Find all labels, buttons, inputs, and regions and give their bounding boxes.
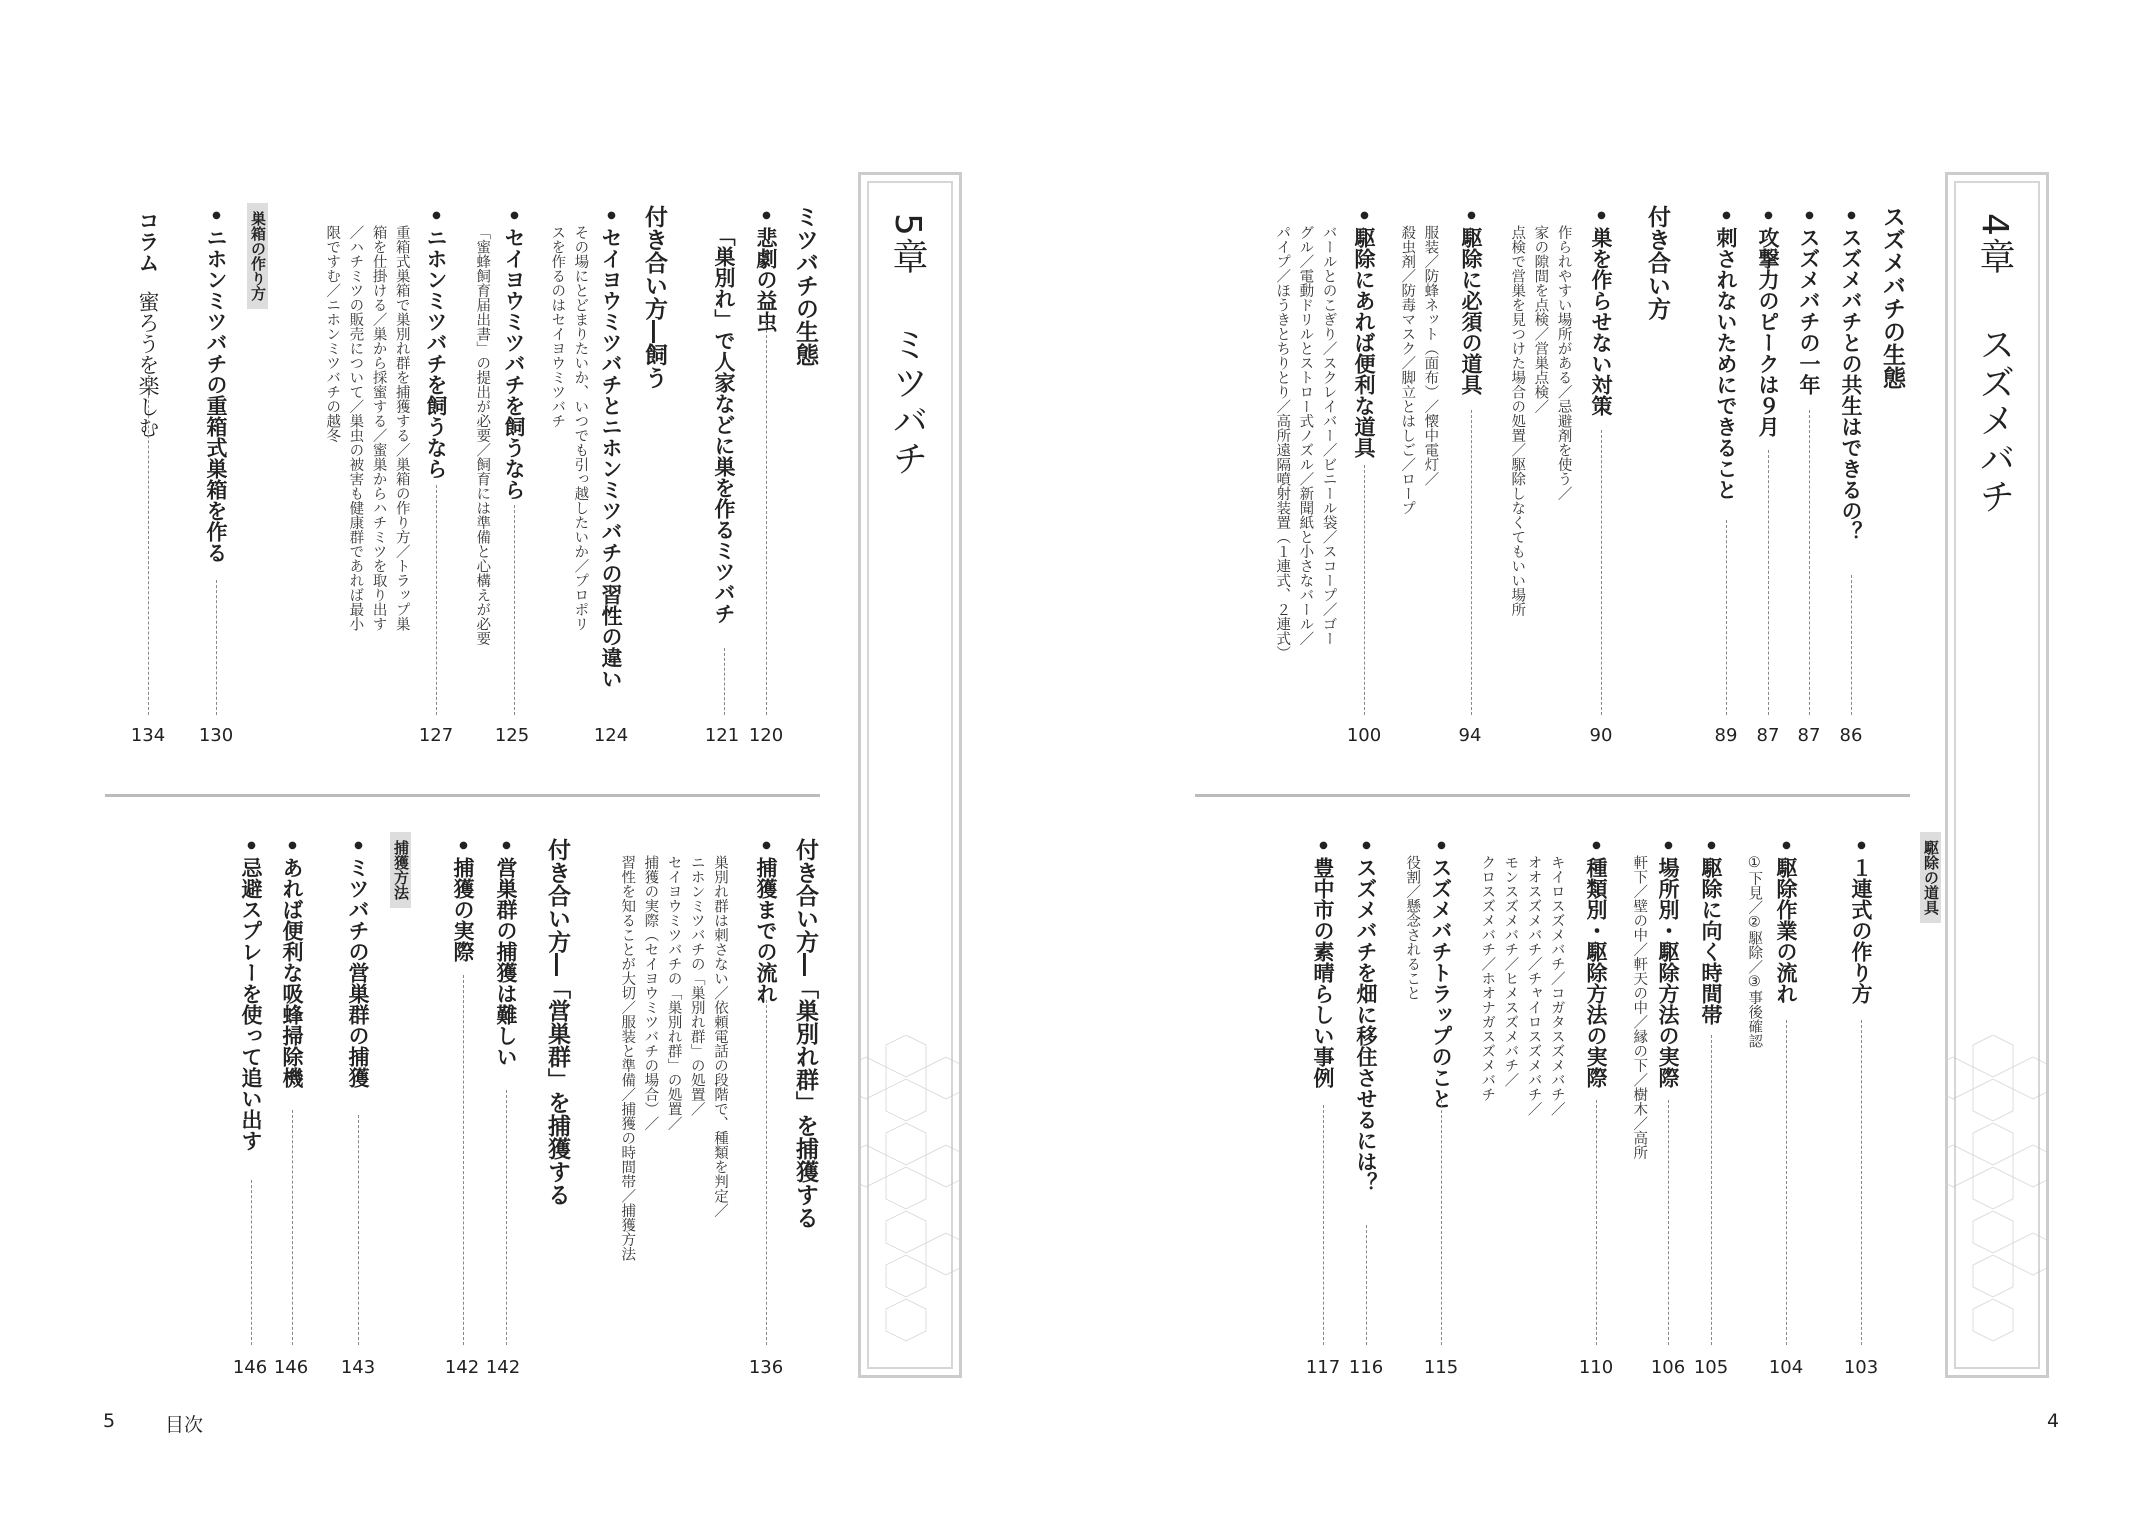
page-number: 87 (1797, 725, 1821, 746)
toc-item[interactable]: ● 攻撃力のピークは９月 (1757, 210, 1778, 437)
leader-dots (514, 505, 515, 715)
toc-item[interactable]: ● ニホンミツバチを飼うなら (425, 210, 446, 479)
leader-dots (292, 1110, 293, 1345)
toc-subitems: 作られやすい場所がある／忌避剤を使う／ 家の隙間を点検／営巣点検／ 点検で営巣を見つけた場合の処置／駆除しなくてもいい場所 (1509, 225, 1572, 617)
page-number: 94 (1458, 725, 1482, 746)
leader-dots (358, 1115, 359, 1345)
leader-dots (1851, 575, 1852, 715)
toc-item[interactable]: ● 駆除に必須の道具 (1460, 210, 1481, 395)
leader-dots (1471, 410, 1472, 715)
divider (105, 794, 820, 797)
bullet-icon (451, 840, 475, 857)
chapter-5-banner (858, 172, 962, 1378)
leader-dots (506, 1090, 507, 1345)
bullet-icon (239, 840, 263, 857)
toc-item[interactable]: ● 忌避スプレーを使って追い出す (240, 840, 261, 1151)
page-number: 117 (1305, 1357, 1341, 1378)
leader-dots (1809, 410, 1810, 715)
section-title: 付き合い方―「営巣群」を捕獲する (544, 838, 570, 1206)
chapter-number: 5章 (887, 213, 928, 276)
toc-item[interactable]: ● ミツバチの営巣群の捕獲 (347, 840, 368, 1088)
leader-dots (1441, 1100, 1442, 1345)
leader-dots (1668, 1100, 1669, 1345)
running-head: 目次 (165, 1414, 204, 1436)
page-number: 124 (593, 725, 629, 746)
toc-item[interactable]: ● １連式の作り方 (1850, 840, 1871, 1004)
toc-subitems: ①下見／②駆除／③事後確認 (1746, 855, 1763, 1048)
toc-subitems: 巣別れ群は刺さない／依頼電話の段階で、種類を判定／ ニホンミツバチの「巣別れ群」の処置／ セイヨウミツバチの「巣別れ群」の処置／ 捕獲の実際（セイヨウミツバチの場合）／ 習性を知ることが大切／服装と準備／捕獲の時間帯／捕獲方法 (619, 855, 728, 1261)
page-number: 121 (704, 725, 740, 746)
page-number: 146 (273, 1357, 309, 1378)
toc-item[interactable]: ● スズメバチの一年 (1798, 210, 1819, 395)
bullet-icon (1352, 210, 1376, 227)
leader-dots (1364, 465, 1365, 715)
section-title: 付き合い方―「巣別れ群」を捕獲する (792, 838, 818, 1229)
leader-dots (251, 1180, 252, 1345)
page-number: 100 (1346, 725, 1382, 746)
bullet-icon (1589, 210, 1613, 227)
bullet-icon (1797, 210, 1821, 227)
toc-subitems: 服装／防蜂ネット（面布）／懐中電灯／ 殺虫剤／防毒マスク／脚立とはしご／ロープ (1399, 225, 1439, 515)
chapter-4-title (1974, 213, 2015, 516)
toc-item-column[interactable]: コラム蜜ろうを楽しむ (136, 210, 160, 438)
leader-dots (766, 1000, 767, 1345)
leader-dots (1601, 430, 1602, 715)
bullet-icon (1354, 840, 1378, 857)
toc-item[interactable]: ● スズメバチを畑に移住させるには？ (1355, 840, 1376, 1193)
toc-item[interactable]: ● セイヨウミツバチを飼うなら (503, 210, 524, 500)
leader-dots (436, 485, 437, 715)
page-number: 87 (1756, 725, 1780, 746)
bullet-icon (754, 840, 778, 857)
hexagon-pattern-icon (861, 1035, 959, 1375)
toc-subitems: キイロスズメバチ／コガタスズメバチ／ オオスズメバチ／チャイロスズメバチ／ モンスズメバチ／ヒメスズメバチ／ クロスズメバチ／ホオナガスズメバチ (1479, 855, 1565, 1116)
page-number: 115 (1423, 1357, 1459, 1378)
page-number: 116 (1348, 1357, 1384, 1378)
toc-item[interactable]: ● 捕獲の実際 (452, 840, 473, 962)
toc-subitems: 重箱式巣箱で巣別れ群を捕獲する／巣箱の作り方／トラップ巣 箱を仕掛ける／巣から採蜜する／蜜巣からハチミツを取り出す ／ハチミツの販売について／巣虫の被害も健康群であれば最小 限ですむ／ニホンミツバチの越冬 (324, 225, 410, 631)
chapter-5-title (887, 213, 928, 478)
page-number: 146 (232, 1357, 268, 1378)
page-number: 120 (748, 725, 784, 746)
toc-item[interactable]: ● スズメバチトラップのこと (1430, 840, 1451, 1109)
page-number: 89 (1714, 725, 1738, 746)
page-number: 103 (1843, 1357, 1879, 1378)
category-tag: 捕獲方法 (390, 832, 411, 908)
chapter-4-banner (1945, 172, 2049, 1378)
toc-item[interactable]: ● あれば便利な吸蜂掃除機 (281, 840, 302, 1088)
toc-item[interactable]: ● 種類別・駆除方法の実際 (1585, 840, 1606, 1088)
toc-item[interactable]: ● 豊中市の素晴らしい事例 (1312, 840, 1333, 1088)
page-number: 127 (418, 725, 454, 746)
bullet-icon (1849, 840, 1873, 857)
bullet-icon (1311, 840, 1335, 857)
toc-item[interactable]: ● 巣を作らせない対策 (1590, 210, 1611, 416)
page-number: 106 (1650, 1357, 1686, 1378)
leader-dots (1726, 520, 1727, 715)
bullet-icon (280, 840, 304, 857)
leader-dots (1323, 1105, 1324, 1345)
bullet-icon (1839, 210, 1863, 227)
bullet-icon (599, 210, 623, 227)
leader-dots (463, 975, 464, 1345)
page-number: 142 (444, 1357, 480, 1378)
leader-dots (766, 320, 767, 715)
bullet-icon (1584, 840, 1608, 857)
section-title: 付き合い方 (1644, 205, 1670, 320)
page-number: 110 (1578, 1357, 1614, 1378)
leader-dots (148, 375, 149, 715)
toc-subitems: 軒下／壁の中／軒天の中／縁の下／樹木／高所 (1631, 855, 1648, 1160)
page-number-footer: 4 (2047, 1410, 2060, 1432)
bullet-icon (1656, 840, 1680, 857)
chapter-title: スズメバチ (1974, 325, 2015, 516)
leader-dots (1711, 1035, 1712, 1345)
section-title: ミツバチの生態 (792, 205, 818, 366)
leader-dots (1596, 1100, 1597, 1345)
bullet-icon (1774, 840, 1798, 857)
category-tag: 駆除の道具 (1920, 832, 1941, 923)
toc-item[interactable]: 「巣別れ」で人家などに巣を作るミツバチ (712, 225, 736, 624)
page-number: 143 (340, 1357, 376, 1378)
toc-subitems: バールとのこぎり／スクレイバー／ビニール袋／スコープ／ゴー グル／電動ドリルとストロー式ノズル／新聞紙と小さなバール／ パイプ／ほうきとちりとり／高所遠隔噴射装置（１連式、２連式） (1274, 225, 1337, 660)
toc-item[interactable]: ● 駆除に向く時間帯 (1700, 840, 1721, 1025)
toc-item[interactable]: ● 悲劇の益虫 (755, 210, 776, 332)
bullet-icon (1756, 210, 1780, 227)
section-title: 付き合い方―飼う (641, 205, 667, 389)
page-number-footer: 5 (103, 1410, 116, 1432)
toc-subitems: その場にとどまりたいか、いつでも引っ越したいか／プロポリ スを作るのはセイヨウミツバチ (549, 225, 589, 631)
category-tag: 巣箱の作り方 (247, 203, 268, 309)
toc-item[interactable]: ● 捕獲までの流れ (755, 840, 776, 1004)
bullet-icon (346, 840, 370, 857)
chapter-title: ミツバチ (887, 325, 928, 478)
page-number: 134 (130, 725, 166, 746)
bullet-icon (424, 210, 448, 227)
toc-subitems: 「蜜蜂飼育届出書」の提出が必要／飼育には準備と心構えが必要 (474, 225, 491, 646)
toc-item[interactable]: ● 駆除作業の流れ (1775, 840, 1796, 1004)
page-number: 142 (485, 1357, 521, 1378)
page-number: 90 (1589, 725, 1613, 746)
toc-item[interactable]: ● 刺されないためにできること (1715, 210, 1736, 500)
page-number: 136 (748, 1357, 784, 1378)
toc-item[interactable]: ● 駆除にあれば便利な道具 (1353, 210, 1374, 458)
section-title: スズメバチの生態 (1879, 205, 1905, 389)
toc-item[interactable]: ● ニホンミツバチの重箱式巣箱を作る (205, 210, 226, 563)
leader-dots (1768, 450, 1769, 715)
page-number: 130 (198, 725, 234, 746)
bullet-icon (204, 210, 228, 227)
leader-dots (1861, 1020, 1862, 1345)
page-number: 105 (1693, 1357, 1729, 1378)
bullet-icon (1429, 840, 1453, 857)
bullet-icon (1459, 210, 1483, 227)
bullet-icon (754, 210, 778, 227)
toc-subitems: 役割／懸念されること (1404, 855, 1421, 1000)
bullet-icon (1714, 210, 1738, 227)
leader-dots (724, 648, 725, 715)
leader-dots (1786, 1020, 1787, 1345)
bullet-icon (502, 210, 526, 227)
divider (1195, 794, 1910, 797)
toc-item[interactable]: ● 場所別・駆除方法の実際 (1657, 840, 1678, 1088)
leader-dots (216, 580, 217, 715)
page-number: 125 (494, 725, 530, 746)
chapter-number: 4章 (1974, 213, 2015, 276)
page-number: 86 (1839, 725, 1863, 746)
leader-dots (1366, 1225, 1367, 1345)
hexagon-pattern-icon (1948, 1035, 2046, 1375)
toc-item[interactable]: ● 営巣群の捕獲は難しい (495, 840, 516, 1067)
toc-item[interactable]: ● セイヨウミツバチとニホンミツバチの習性の違い (600, 210, 621, 689)
bullet-icon (1699, 840, 1723, 857)
page-number: 104 (1768, 1357, 1804, 1378)
bullet-icon (494, 840, 518, 857)
toc-item[interactable]: ● スズメバチとの共生はできるの？ (1840, 210, 1861, 542)
